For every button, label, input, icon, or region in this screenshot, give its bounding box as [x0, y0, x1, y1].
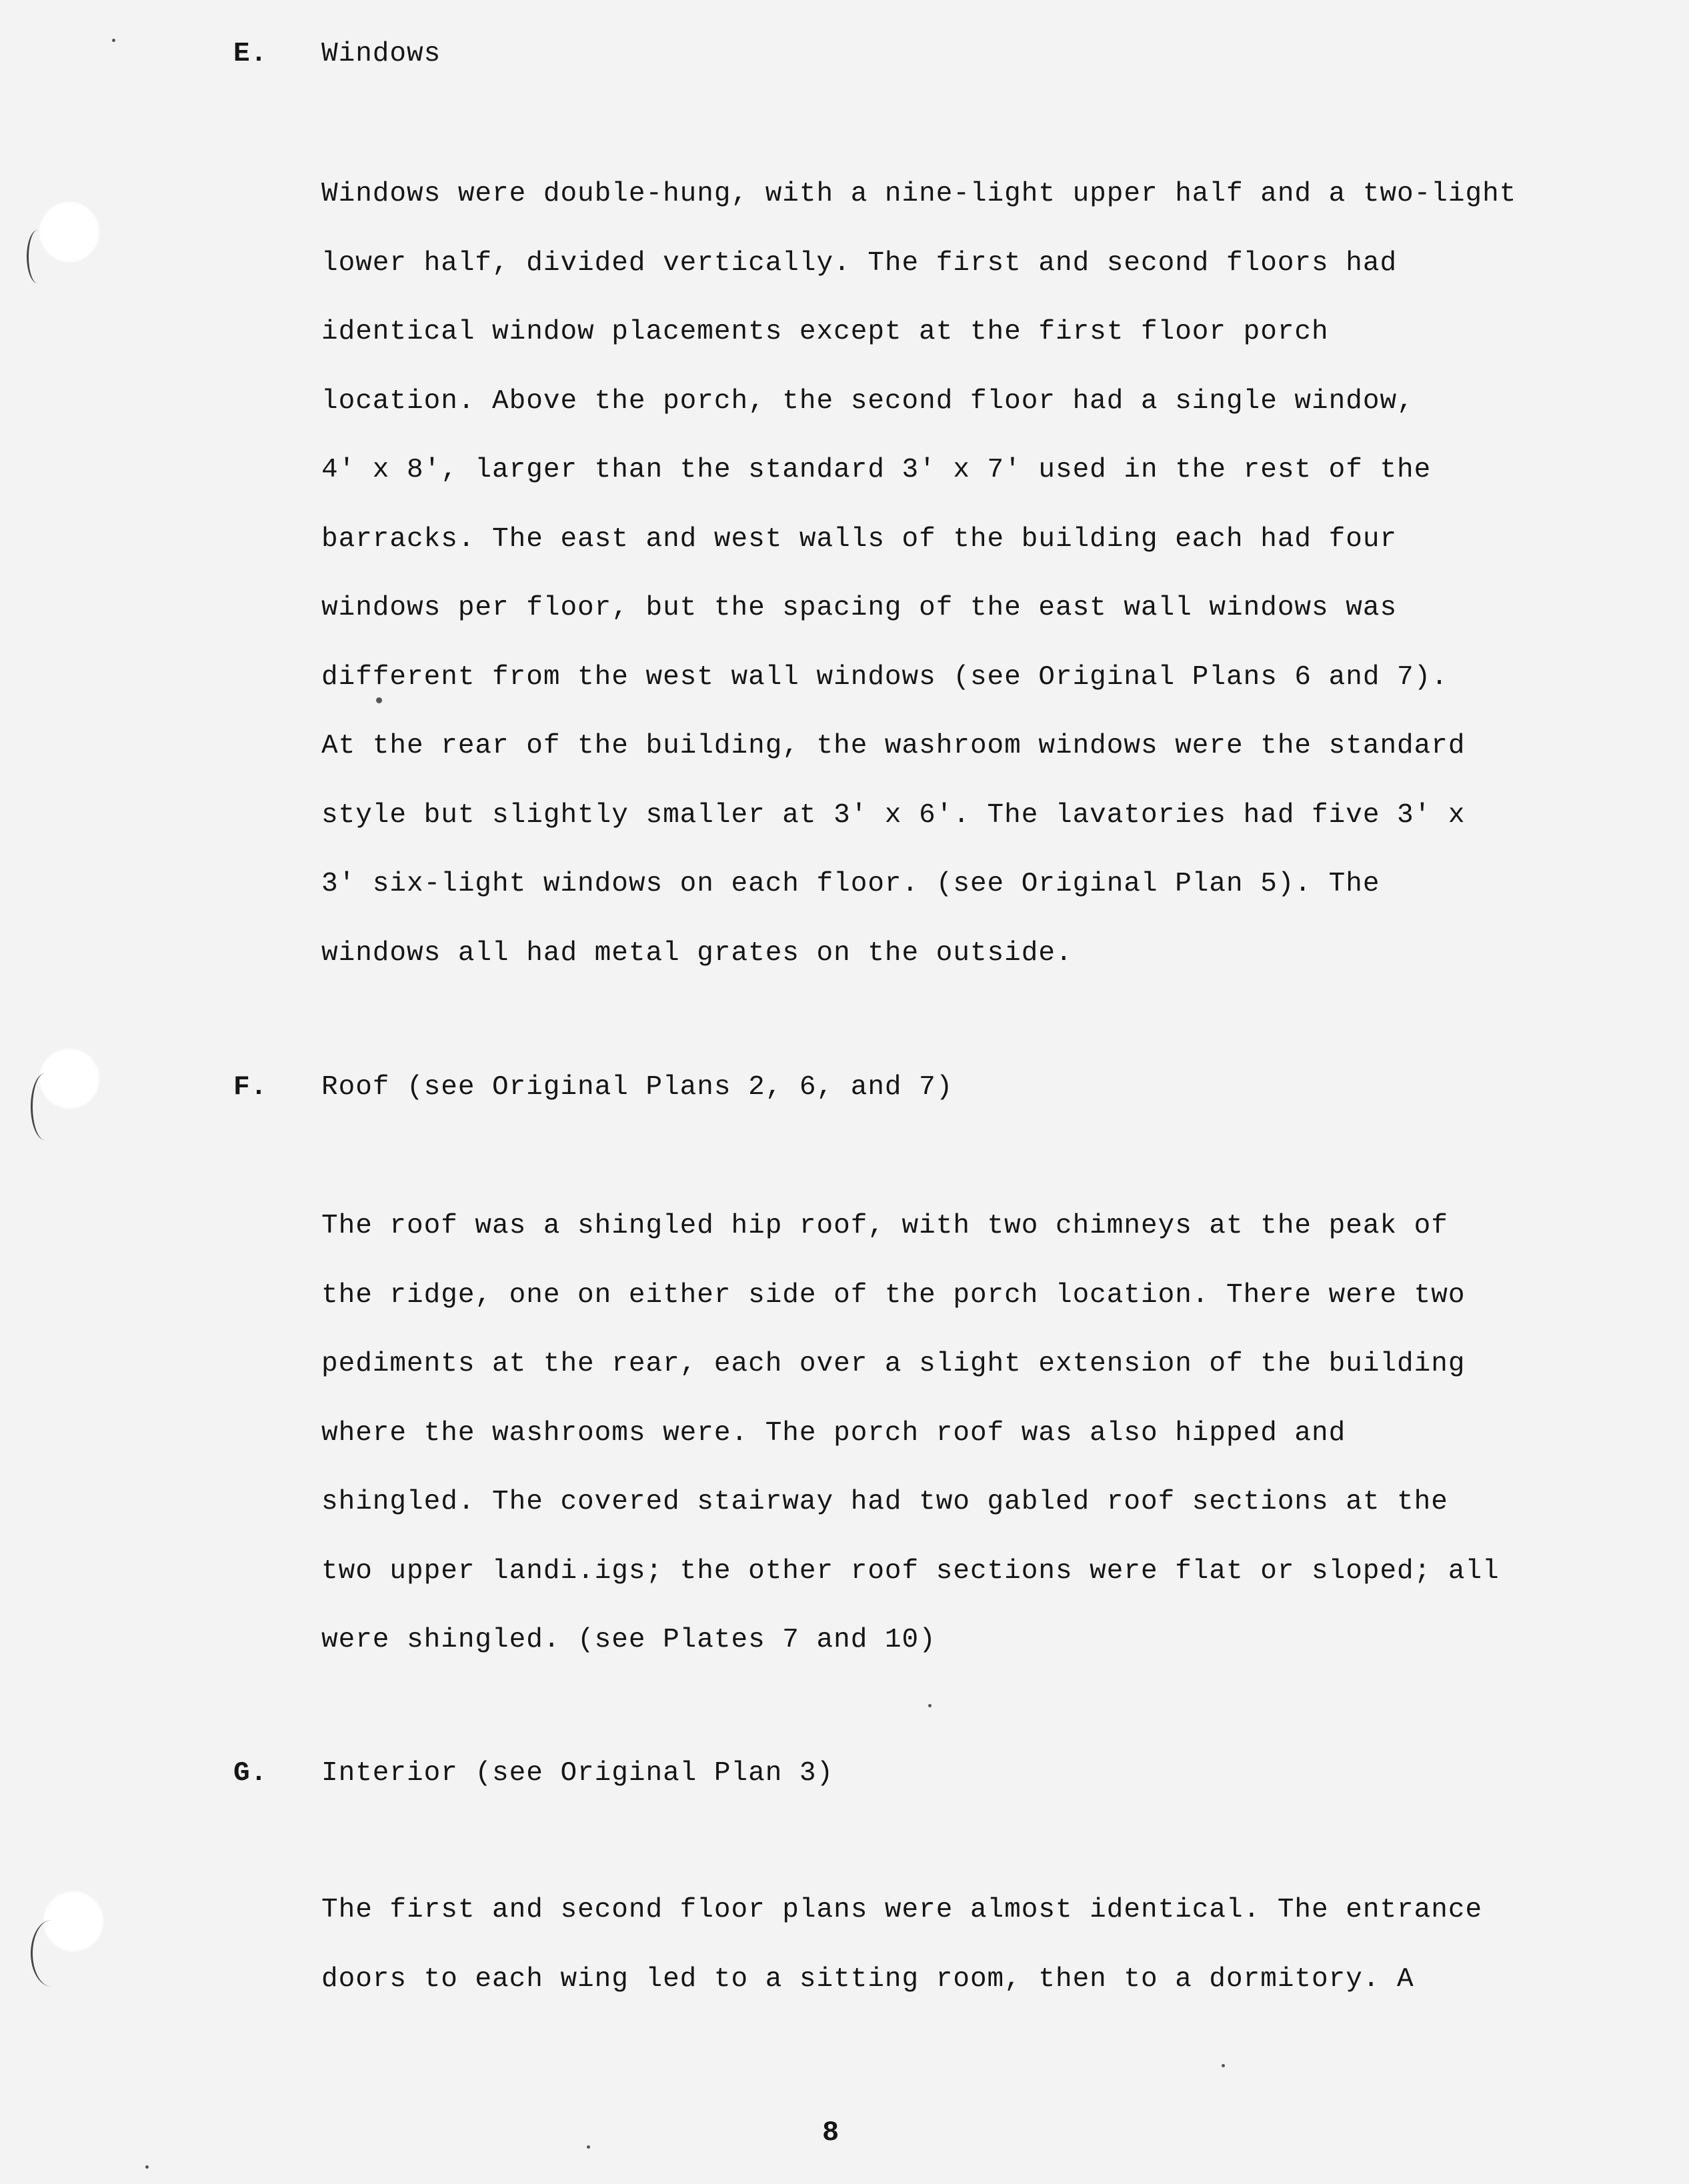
section-title: Roof (see Original Plans 2, 6, and 7)	[321, 1072, 954, 1103]
section-letter: E.	[233, 39, 268, 69]
text-line: windows per floor, but the spacing of the east wall windows was	[321, 593, 1398, 623]
page-number: 8	[822, 2117, 839, 2149]
text-line: Windows were double-hung, with a nine-light upper half and a two-light	[321, 179, 1517, 209]
text-line: pediments at the rear, each over a slight extension of the building	[321, 1349, 1466, 1379]
punch-hole-shadow-top	[27, 230, 49, 283]
section-title: Interior (see Original Plan 3)	[321, 1758, 834, 1789]
paper-speck	[587, 2145, 590, 2149]
text-line: 4' x 8', larger than the standard 3' x 7' used in the rest of the	[321, 455, 1432, 485]
text-line: were shingled. (see Plates 7 and 10)	[321, 1625, 936, 1655]
text-line: At the rear of the building, the washroom windows were the standard	[321, 731, 1466, 761]
text-line: doors to each wing led to a sitting room, then to a dormitory. A	[321, 1963, 1414, 1995]
section-paragraph-g	[321, 1876, 1628, 2014]
section-paragraph-e	[321, 160, 1628, 988]
text-line: style but slightly smaller at 3' x 6'. The lavatories had five 3' x	[321, 799, 1466, 831]
text-line: 3' six-light windows on each floor. (see Original Plan 5). The	[321, 869, 1380, 899]
text-line: lower half, divided vertically. The first and second floors had	[321, 247, 1398, 279]
paper-speck	[112, 39, 115, 42]
section-title: Windows	[321, 39, 441, 69]
text-line: two upper landi.igs; the other roof sections were flat or sloped; all	[321, 1555, 1500, 1587]
text-line: windows all had metal grates on the outside.	[321, 937, 1073, 969]
section-letter: F.	[233, 1072, 268, 1103]
section-letter: G.	[233, 1758, 268, 1789]
punch-hole-shadow-bottom	[31, 1920, 73, 1987]
text-line: The roof was a shingled hip roof, with two chimneys at the peak of	[321, 1211, 1448, 1241]
text-line: barracks. The east and west walls of the building each had four	[321, 523, 1398, 555]
text-line: where the washrooms were. The porch roof was also hipped and	[321, 1417, 1346, 1449]
text-line: identical window placements except at the first floor porch	[321, 317, 1329, 347]
paper-speck	[1222, 2064, 1225, 2067]
paper-speck	[145, 2165, 149, 2169]
paper-speck	[928, 1704, 932, 1707]
text-line: different from the west wall windows (see Original Plans 6 and 7).	[321, 661, 1448, 693]
text-line: shingled. The covered stairway had two gabled roof sections at the	[321, 1487, 1448, 1517]
text-line: the ridge, one on either side of the porch location. There were two	[321, 1279, 1466, 1311]
section-paragraph-f	[321, 1192, 1628, 1675]
punch-hole-shadow-middle	[31, 1073, 59, 1140]
text-line: The first and second floor plans were almost identical. The entrance	[321, 1895, 1483, 1925]
text-line: location. Above the porch, the second floor had a single window,	[321, 385, 1414, 417]
